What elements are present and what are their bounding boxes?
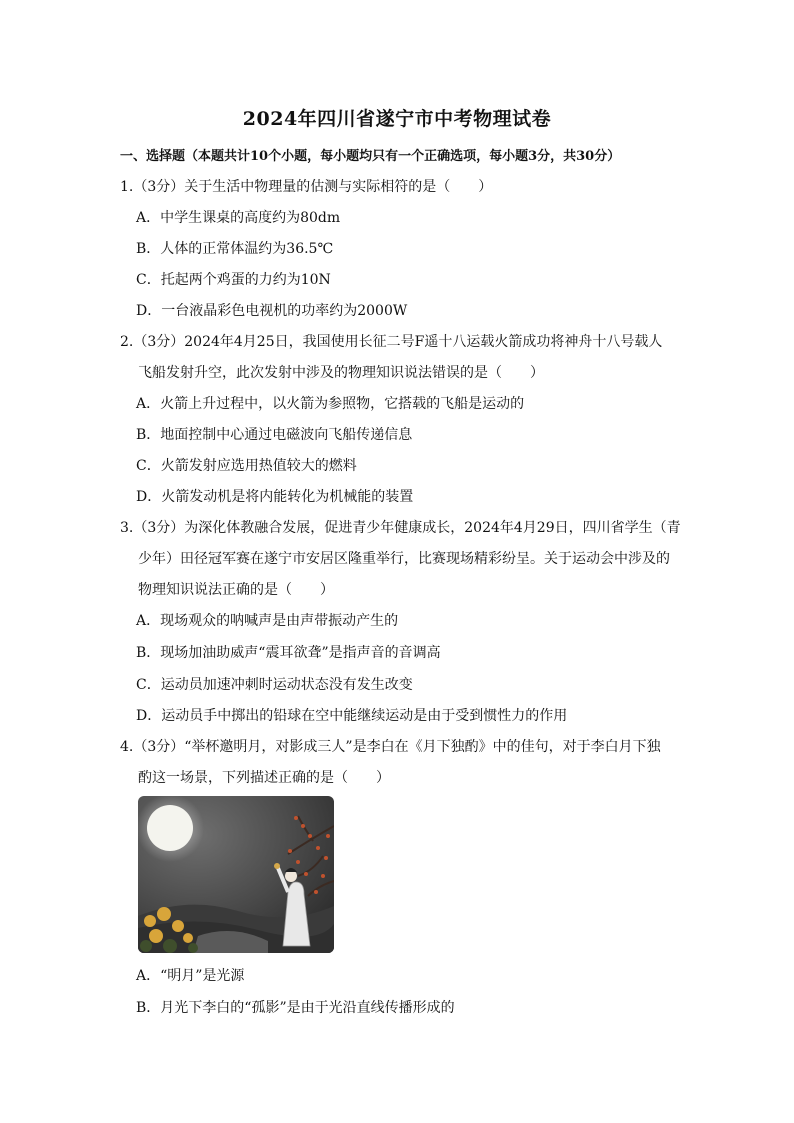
question-3-stem-cont-1: 少年）田径冠军赛在遂宁市安居区隆重举行，比赛现场精彩纷呈。关于运动会中涉及的 [138, 551, 670, 567]
question-4-stem: 4.（3分）“举杯邀明月，对影成三人”是李白在《月下独酌》中的佳句，对于李白月下独 [120, 739, 661, 755]
section-heading: 一、选择题（本题共计10个小题，每小题均只有一个正确选项，每小题3分，共30分） [120, 149, 621, 164]
question-1-option-c: C．托起两个鸡蛋的力约为10N [136, 272, 331, 288]
question-3-option-c: C．运动员加速冲刺时运动状态没有发生改变 [136, 677, 413, 693]
question-3-option-b: B．现场加油助威声“震耳欲聋”是指声音的音调高 [136, 645, 441, 661]
question-3-stem: 3.（3分）为深化体教融合发展，促进青少年健康成长，2024年4月29日，四川省学生（青 [120, 520, 681, 536]
question-1-option-b: B．人体的正常体温约为36.5℃ [136, 241, 334, 257]
exam-title: 2024年四川省遂宁市中考物理试卷 [242, 108, 552, 130]
question-4-stem-cont: 酌这一场景，下列描述正确的是（ ） [138, 770, 390, 786]
moonlight-illustration [138, 796, 334, 953]
question-1-stem: 1.（3分）关于生活中物理量的估测与实际相符的是（ ） [120, 179, 493, 195]
question-3-option-d: D．运动员手中掷出的铅球在空中能继续运动是由于受到惯性力的作用 [136, 708, 568, 724]
question-2-stem: 2.（3分）2024年4月25日，我国使用长征二号F遥十八运载火箭成功将神舟十八号载人 [120, 334, 663, 350]
question-2-option-d: D．火箭发动机是将内能转化为机械能的装置 [136, 489, 414, 505]
question-1-option-d: D．一台液晶彩色电视机的功率约为2000W [136, 303, 408, 319]
question-2-option-c: C．火箭发射应选用热值较大的燃料 [136, 458, 357, 474]
question-3-option-a: A．现场观众的呐喊声是由声带振动产生的 [136, 613, 399, 629]
question-3-stem-cont-2: 物理知识说法正确的是（ ） [138, 582, 334, 598]
question-4-option-b: B．月光下李白的“孤影”是由于光沿直线传播形成的 [136, 1000, 455, 1016]
question-4-option-a: A．“明月”是光源 [136, 968, 245, 984]
question-1-option-a: A．中学生课桌的高度约为80dm [136, 210, 341, 226]
question-2-stem-cont: 飞船发射升空，此次发射中涉及的物理知识说法错误的是（ ） [138, 365, 544, 381]
question-2-option-a: A．火箭上升过程中，以火箭为参照物，它搭载的飞船是运动的 [136, 396, 525, 412]
question-2-option-b: B．地面控制中心通过电磁波向飞船传递信息 [136, 427, 413, 443]
